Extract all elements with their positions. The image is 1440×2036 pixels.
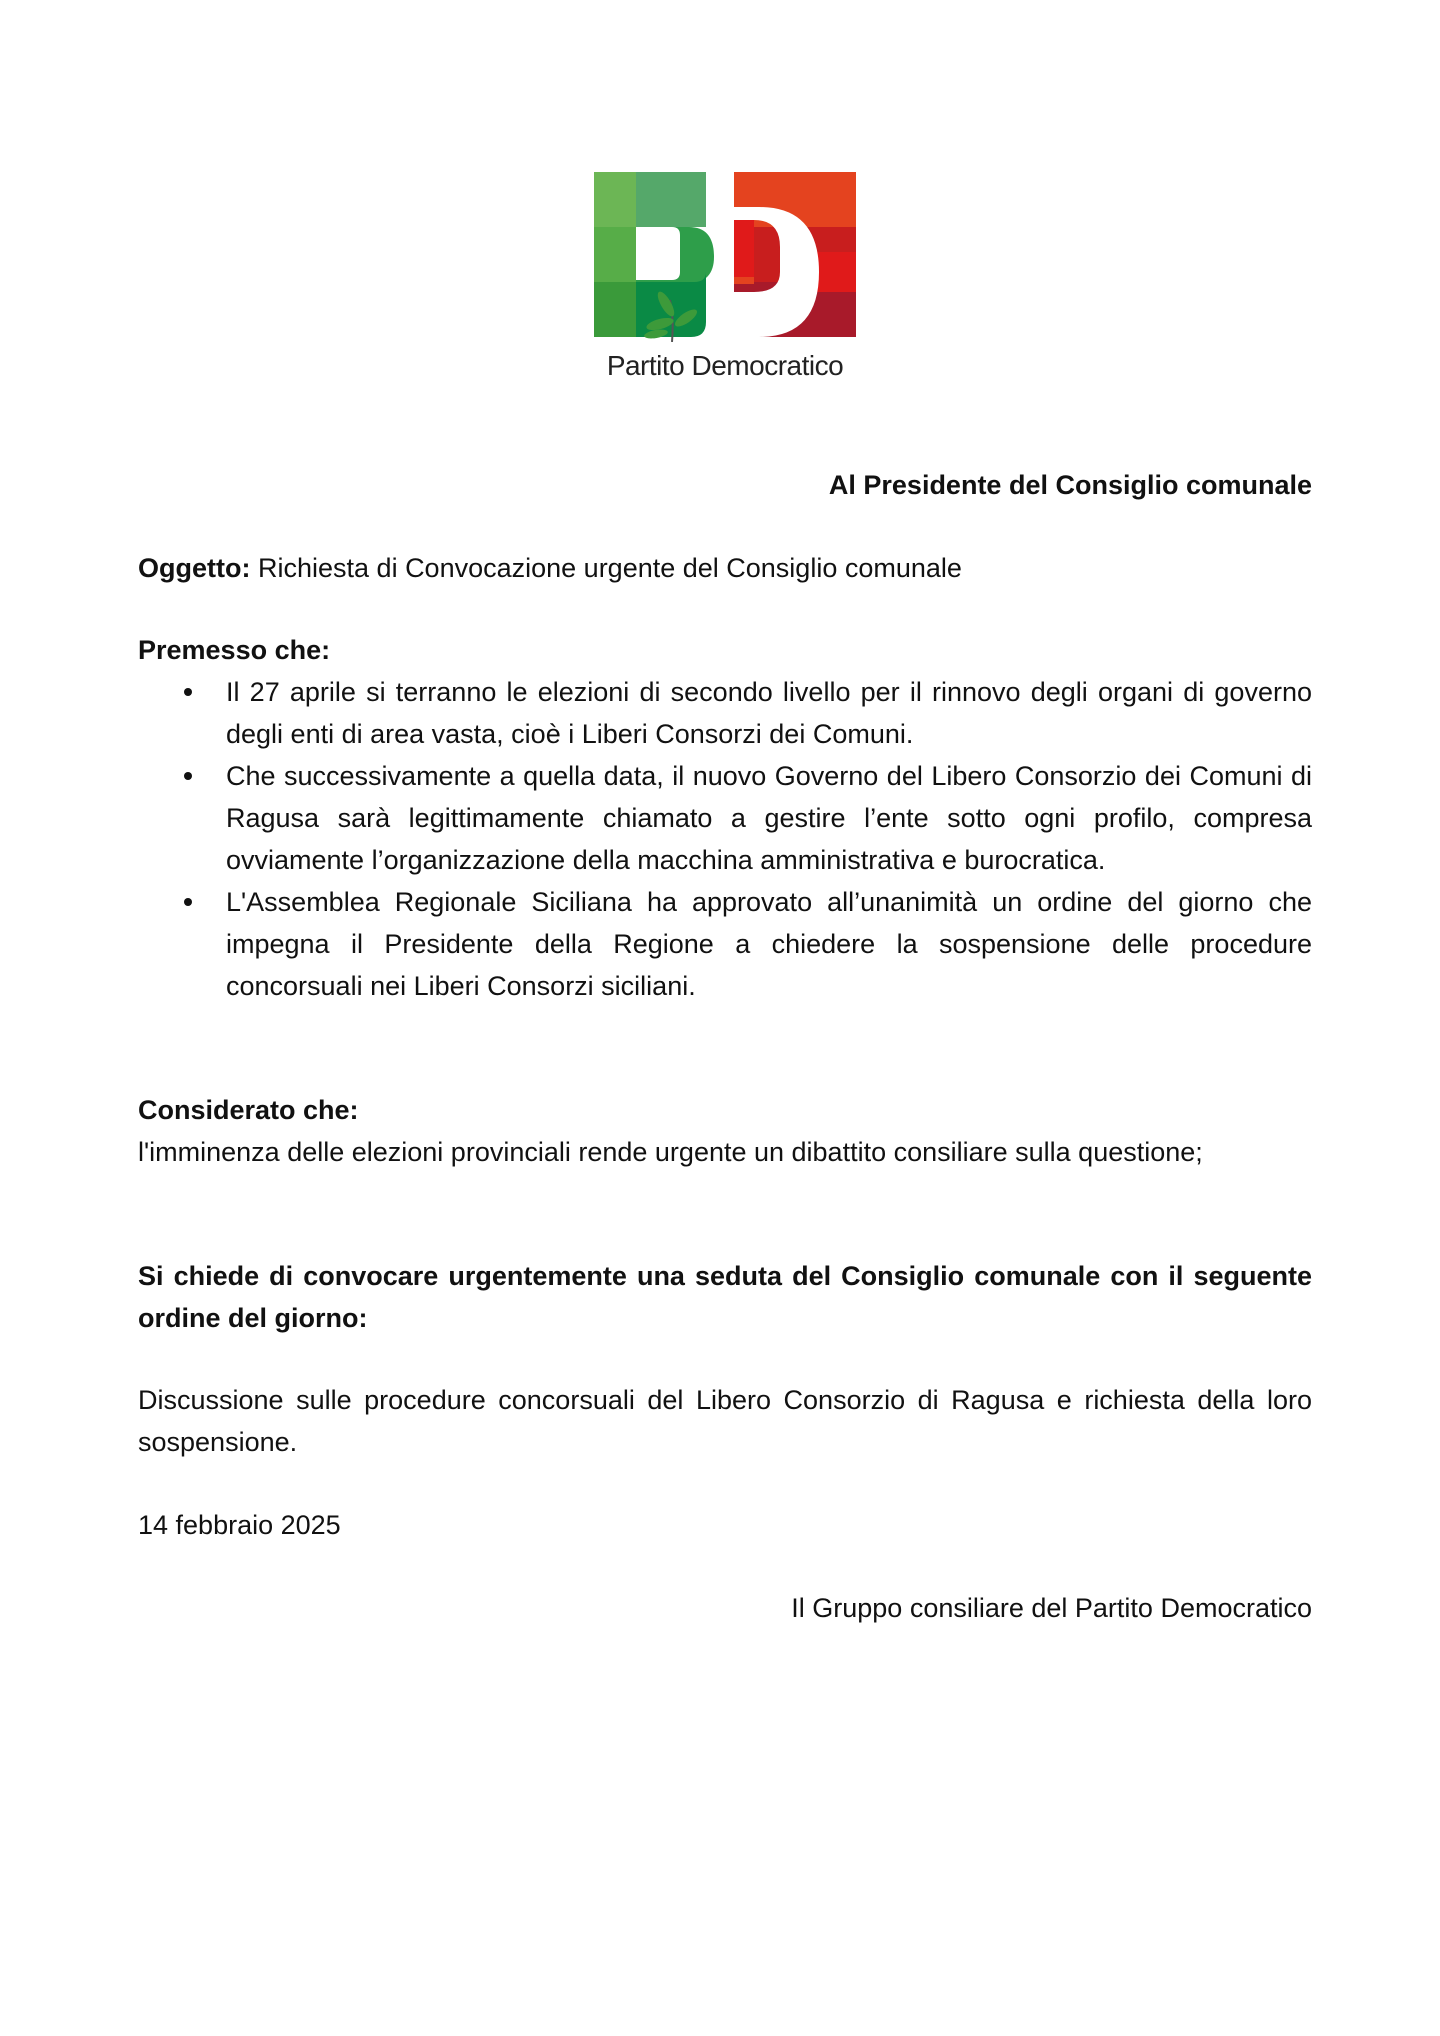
recipient: Al Presidente del Consiglio comunale [828, 470, 1312, 500]
request-text: Si chiede di convocare urgentemente una seduta del Consiglio comunale con il seguente ordine del giorno: [138, 1261, 1312, 1333]
considerato-section [138, 1089, 1312, 1173]
bullet-icon [184, 688, 192, 696]
considerato-title: Considerato che: [138, 1095, 359, 1125]
subject-line [138, 547, 1312, 589]
premesso-list [138, 671, 1312, 1007]
pd-logo [594, 172, 856, 388]
premesso-section [138, 629, 1312, 1007]
signature: Il Gruppo consiliare del Partito Democratico [791, 1593, 1312, 1623]
agenda-text: Discussione sulle procedure concorsuali del Libero Consorzio di Ragusa e richiesta della loro sospensione. [138, 1385, 1312, 1457]
list-item: Che successivamente a quella data, il nuovo Governo del Libero Consorzio dei Comuni di Ragusa sarà legittimamente chiamato a gestire l’ente sotto ogni profilo, compresa ovviamente l’organizzazione della macchina amministrativa e burocratica. [138, 755, 1312, 881]
pd-logo-icon [594, 172, 856, 342]
list-item: L'Assemblea Regionale Siciliana ha approvato all’unanimità un ordine del giorno che impegna il Presidente della Regione a chiedere la sospensione delle procedure concorsuali nei Liberi Consorzi siciliani. [138, 881, 1312, 1007]
logo-wordmark: Partito Democratico [606, 350, 844, 381]
date: 14 febbraio 2025 [138, 1510, 341, 1540]
considerato-text: l'imminenza delle elezioni provinciali rende urgente un dibattito consiliare sulla questione; [138, 1137, 1203, 1167]
premesso-title: Premesso che: [138, 635, 331, 665]
bullet-icon [184, 772, 192, 780]
bullet-icon [184, 898, 192, 906]
subject-text: Richiesta di Convocazione urgente del Consiglio comunale [258, 553, 962, 583]
subject-label: Oggetto: [138, 553, 251, 583]
list-item: Il 27 aprile si terranno le elezioni di secondo livello per il rinnovo degli organi di governo degli enti di area vasta, cioè i Liberi Consorzi dei Comuni. [138, 671, 1312, 755]
